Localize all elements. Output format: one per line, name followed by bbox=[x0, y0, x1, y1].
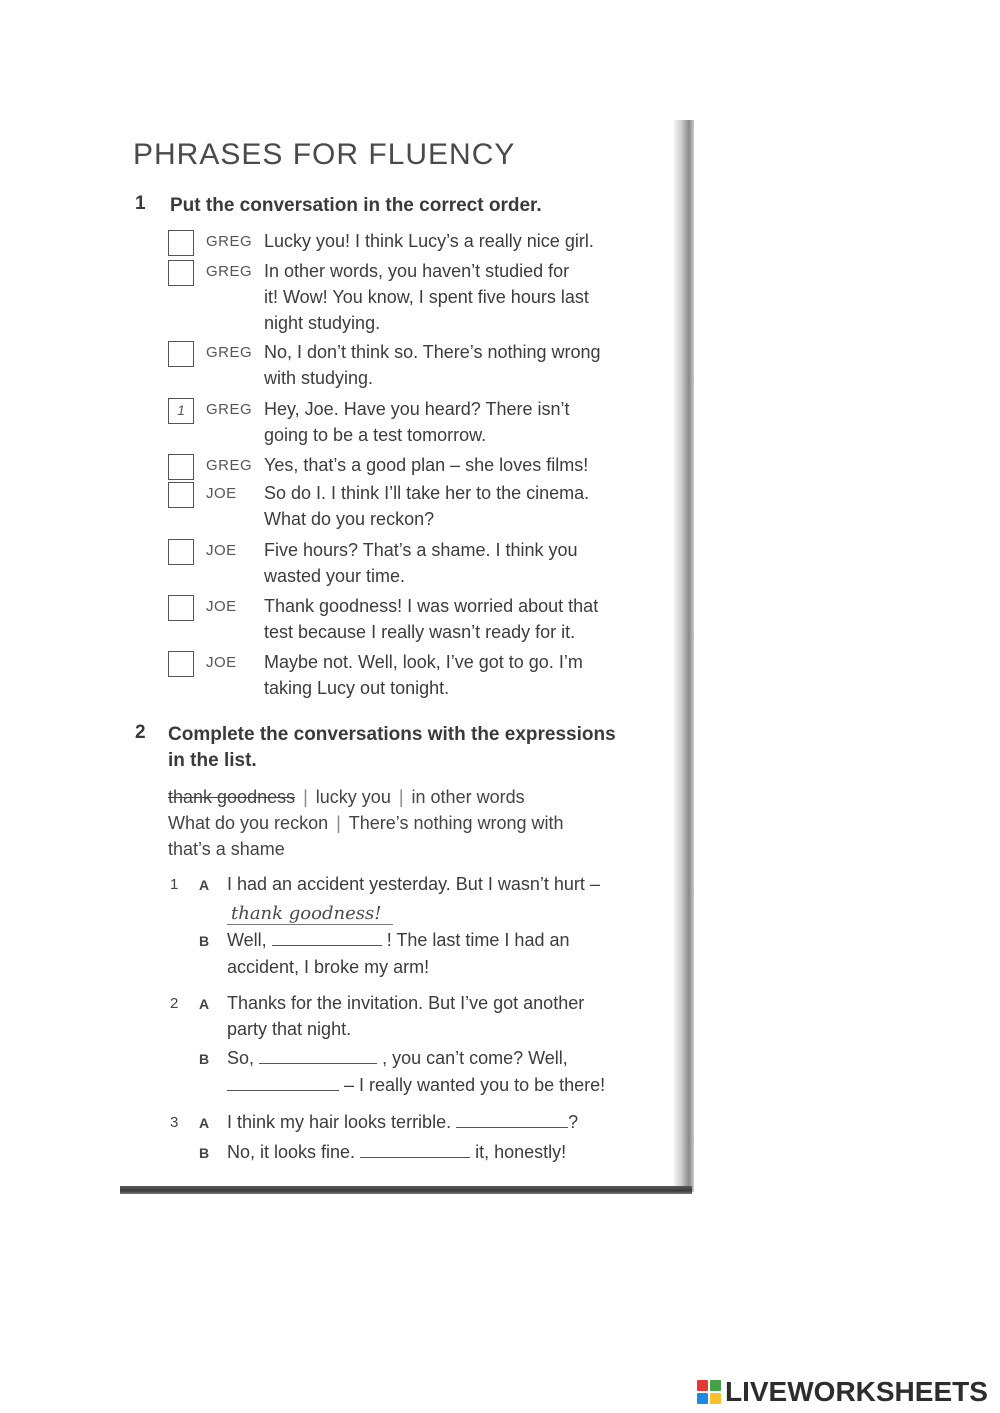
conversation-row bbox=[168, 480, 638, 532]
item-3-a-blank[interactable] bbox=[456, 1109, 568, 1128]
page-title: PHRASES FOR FLUENCY bbox=[133, 138, 516, 171]
conversation-row bbox=[168, 258, 638, 336]
logo-square-4 bbox=[710, 1393, 721, 1404]
speaker-name: GREG bbox=[206, 344, 253, 361]
item-1-number: 1 bbox=[170, 876, 179, 893]
separator: | bbox=[336, 813, 341, 833]
item-1-b-blank[interactable] bbox=[272, 927, 382, 946]
conversation-line: Hey, Joe. Have you heard? There isn’t bbox=[264, 399, 570, 419]
conversation-line: with studying. bbox=[264, 368, 374, 388]
conversation-line: No, I don’t think so. There’s nothing wrong bbox=[264, 342, 601, 362]
conversation-line: it! Wow! You know, I spent five hours last bbox=[264, 287, 589, 307]
item-1-answer-handwritten: thank goodness! bbox=[227, 903, 393, 925]
order-number-box[interactable] bbox=[168, 341, 194, 367]
conversation-line: What do you reckon? bbox=[264, 509, 435, 529]
order-number-box[interactable] bbox=[168, 454, 194, 480]
separator: | bbox=[398, 787, 404, 807]
logo-square-2 bbox=[710, 1380, 721, 1391]
item-2-a-line-2: party that night. bbox=[227, 1019, 352, 1039]
item-2-b-line-1 bbox=[227, 1045, 568, 1072]
item-3-speaker-a: A bbox=[199, 1115, 210, 1131]
liveworksheets-logo[interactable] bbox=[697, 1377, 988, 1407]
item-3-b-blank[interactable] bbox=[360, 1139, 470, 1158]
item-2-b-blank-1[interactable] bbox=[259, 1045, 377, 1064]
liveworksheets-logo-text: LIVEWORKSHEETS bbox=[725, 1376, 988, 1407]
expression-list-line-3 bbox=[168, 836, 638, 862]
expression-lucky-you: lucky you bbox=[315, 787, 391, 807]
conversation-line: Five hours? That’s a shame. I think you bbox=[264, 540, 578, 560]
order-number-box[interactable] bbox=[168, 482, 194, 508]
item-2-b-text-after: , you can’t come? Well, bbox=[382, 1048, 568, 1068]
exercise-1-instruction: Put the conversation in the correct order. bbox=[170, 195, 542, 216]
expression-what-do-you-reckon: What do you reckon bbox=[168, 813, 329, 833]
item-3-a-text-before: I think my hair looks terrible. bbox=[227, 1112, 452, 1132]
logo-square-1 bbox=[697, 1380, 708, 1391]
exercise-2-instruction-line-2: in the list. bbox=[168, 750, 257, 771]
conversation-line: So do I. I think I’ll take her to the cinema. bbox=[264, 483, 590, 503]
item-1-b-line-2: accident, I broke my arm! bbox=[227, 957, 430, 977]
speaker-name: GREG bbox=[206, 263, 253, 280]
item-1-speaker-b: B bbox=[199, 933, 210, 949]
order-number-box[interactable] bbox=[168, 651, 194, 677]
item-2-b-blank-2[interactable] bbox=[227, 1072, 339, 1091]
item-2-b-line-2 bbox=[227, 1072, 605, 1099]
item-3-b-text-before: No, it looks fine. bbox=[227, 1142, 356, 1162]
order-number-box[interactable] bbox=[168, 230, 194, 256]
item-1-b-text-before: Well, bbox=[227, 930, 267, 950]
expression-in-other-words: in other words bbox=[411, 787, 525, 807]
conversation-line: Maybe not. Well, look, I’ve got to go. I’m bbox=[264, 652, 583, 672]
exercise-2-instruction bbox=[168, 722, 638, 774]
item-1-b-line-1 bbox=[227, 927, 570, 954]
item-3-b-line bbox=[227, 1139, 566, 1166]
conversation-row bbox=[168, 649, 638, 701]
item-1-speaker-a: A bbox=[199, 877, 210, 893]
conversation-line: In other words, you haven’t studied for bbox=[264, 261, 570, 281]
conversation-line: taking Lucy out tonight. bbox=[264, 678, 450, 698]
conversation-line: test because I really wasn’t ready for it. bbox=[264, 622, 576, 642]
expression-thats-a-shame: that’s a shame bbox=[168, 839, 285, 859]
expression-list bbox=[168, 784, 638, 862]
item-1-a-line-1: I had an accident yesterday. But I wasn’t hurt – bbox=[227, 874, 600, 894]
item-3-speaker-b: B bbox=[199, 1145, 210, 1161]
expression-list-line-2 bbox=[168, 810, 638, 836]
item-3-number: 3 bbox=[170, 1114, 179, 1131]
speaker-name: JOE bbox=[206, 542, 237, 559]
speaker-name: GREG bbox=[206, 233, 253, 250]
exercise-2-number: 2 bbox=[135, 722, 146, 743]
item-2-a-line-1: Thanks for the invitation. But I’ve got another bbox=[227, 993, 585, 1013]
order-number-box[interactable]: 1 bbox=[168, 398, 194, 424]
order-number-box[interactable] bbox=[168, 260, 194, 286]
conversation-line: Lucky you! I think Lucy’s a really nice girl. bbox=[264, 231, 594, 251]
item-1-b-text-after: ! The last time I had an bbox=[386, 930, 570, 950]
order-number-box[interactable] bbox=[168, 595, 194, 621]
exercise-1-number: 1 bbox=[135, 193, 146, 214]
conversation-row bbox=[168, 593, 638, 645]
item-3-b-text-after: it, honestly! bbox=[475, 1142, 567, 1162]
conversation-line: going to be a test tomorrow. bbox=[264, 425, 487, 445]
conversation-line: night studying. bbox=[264, 313, 381, 333]
item-2-number: 2 bbox=[170, 995, 179, 1012]
expression-nothing-wrong-with: There’s nothing wrong with bbox=[348, 813, 564, 833]
logo-square-3 bbox=[697, 1393, 708, 1404]
item-3-a-text-after: ? bbox=[568, 1112, 579, 1132]
conversation-row bbox=[168, 228, 638, 254]
speaker-name: JOE bbox=[206, 485, 237, 502]
conversation-row bbox=[168, 339, 638, 391]
expression-thank-goodness: thank goodness bbox=[168, 787, 296, 807]
conversation-line: wasted your time. bbox=[264, 566, 406, 586]
speaker-name: GREG bbox=[206, 457, 253, 474]
conversation-row bbox=[168, 452, 638, 478]
item-3-a-line bbox=[227, 1109, 578, 1136]
order-number-box[interactable] bbox=[168, 539, 194, 565]
conversation-line: Yes, that’s a good plan – she loves films! bbox=[264, 455, 589, 475]
page-edge-shadow-vertical bbox=[674, 120, 694, 1192]
page-edge-shadow-horizontal bbox=[120, 1186, 692, 1194]
expression-list-line-1 bbox=[168, 784, 638, 810]
separator: | bbox=[303, 787, 308, 807]
speaker-name: JOE bbox=[206, 598, 237, 615]
item-1-a-answer-line bbox=[227, 900, 393, 927]
speaker-name: GREG bbox=[206, 401, 253, 418]
item-2-b-text-before: So, bbox=[227, 1048, 255, 1068]
item-2-speaker-a: A bbox=[199, 996, 210, 1012]
item-2-b-line-2-text: – I really wanted you to be there! bbox=[344, 1075, 606, 1095]
conversation-row bbox=[168, 396, 638, 448]
exercise-2-instruction-line-1: Complete the conversations with the expressions bbox=[168, 724, 616, 745]
item-2-speaker-b: B bbox=[199, 1051, 210, 1067]
conversation-line: Thank goodness! I was worried about that bbox=[264, 596, 599, 616]
liveworksheets-logo-icon bbox=[697, 1380, 721, 1404]
speaker-name: JOE bbox=[206, 654, 237, 671]
conversation-row bbox=[168, 537, 638, 589]
